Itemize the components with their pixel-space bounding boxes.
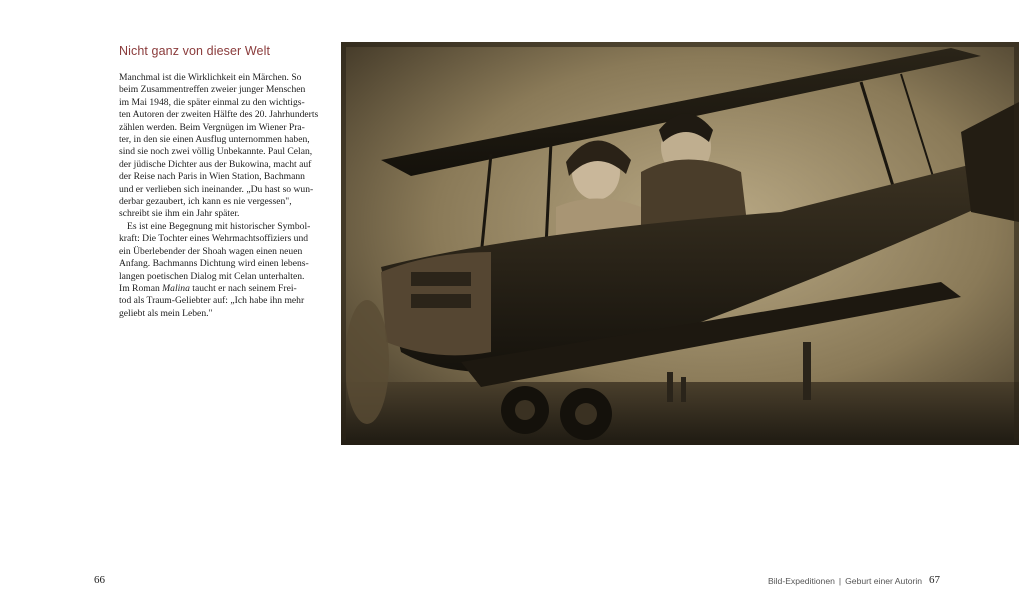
body-line: schreibt sie ihm ein Jahr später. (119, 208, 240, 220)
article-body (119, 72, 333, 320)
running-head-separator: | (838, 576, 842, 586)
body-line: Manchmal ist die Wirklichkeit ein Märchen. So (119, 72, 302, 83)
body-line: beim Zusammentreffen zweier junger Menschen (119, 84, 306, 96)
biplane-photo-illustration (341, 42, 1019, 445)
body-line: der Reise nach Paris in Wien Station, Bachmann (119, 171, 305, 183)
body-line: und er verlieben sich ineinander. „Du hast so wun- (119, 183, 314, 195)
body-line: Anfang. Bachmanns Dichtung wird einen lebens- (119, 258, 309, 270)
body-line: tod als Traum-Geliebter auf: „Ich habe ihn mehr (119, 295, 305, 307)
body-text-fragment: taucht er nach seinem Frei- (189, 282, 297, 294)
page-number-left: 66 (94, 574, 105, 586)
historical-photo (341, 42, 1019, 445)
body-line: ter, in den sie einen Ausflug unternommen haben, (119, 134, 310, 146)
body-line: sind sie noch zwei völlig Unbekannte. Paul Celan, (119, 146, 313, 158)
article-heading: Nicht ganz von dieser Welt (119, 44, 271, 58)
body-line: der jüdische Dichter aus der Bukowina, macht auf (119, 158, 312, 170)
running-head-section: Bild-Expeditionen (768, 576, 835, 586)
running-head-chapter: Geburt einer Autorin (845, 576, 923, 586)
body-line: ein Überlebender der Shoah wagen einen neuen (119, 245, 303, 257)
body-line: kraft: Die Tochter eines Wehrmachtsoffiziers und (119, 233, 309, 245)
body-line: geliebt als mein Leben." (119, 307, 213, 319)
body-line: langen poetischen Dialog mit Celan unterhalten. (119, 270, 305, 282)
body-line: ten Autoren der zweiten Hälfte des 20. Jahrhunderts (119, 109, 319, 121)
body-line: Es ist eine Begegnung mit historischer Symbol- (127, 220, 311, 232)
book-title: Malina (162, 282, 190, 294)
running-head (768, 576, 922, 586)
page-number-right: 67 (929, 574, 940, 586)
body-line: im Mai 1948, die später einmal zu den wichtigs- (119, 96, 305, 108)
body-line: derbar gezaubert, ich kann es nie vergessen", (119, 196, 292, 208)
body-line: zählen werden. Beim Vergnügen im Wiener Pra- (119, 121, 305, 133)
body-text-fragment: Im Roman (119, 282, 163, 294)
body-line-roman (119, 283, 333, 295)
